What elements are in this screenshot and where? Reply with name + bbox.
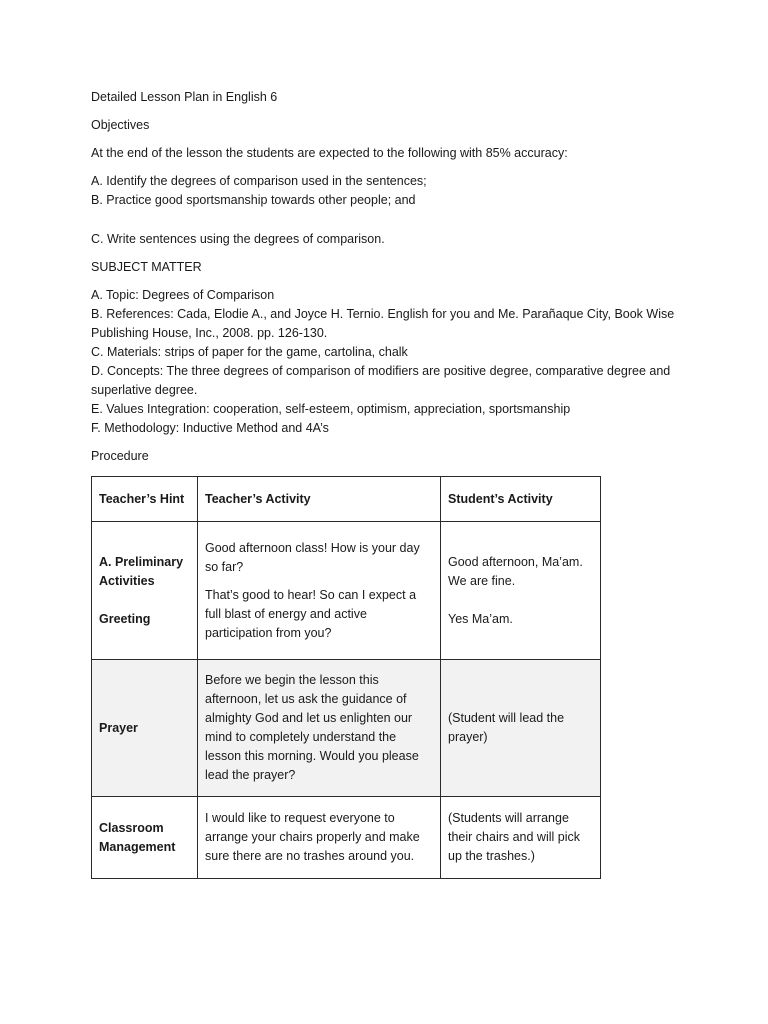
table-row xyxy=(92,660,601,797)
subject-item: D. Concepts: The three degrees of comparison of modifiers are positive degree, comparative degree and superlative degree. xyxy=(91,364,671,397)
student-activity-cell xyxy=(441,522,601,660)
objective-item: A. Identify the degrees of comparison used in the sentences; xyxy=(91,174,427,188)
subject-item: E. Values Integration: cooperation, self-esteem, optimism, appreciation, sportsmanship xyxy=(91,402,571,416)
table-header-row xyxy=(92,477,601,522)
subject-item: A. Topic: Degrees of Comparison xyxy=(91,288,275,302)
objective-item: C. Write sentences using the degrees of comparison. xyxy=(91,232,385,246)
teacher-activity-cell: I would like to request everyone to arrange your chairs properly and make sure there are no trashes around you. xyxy=(198,797,441,879)
document-page xyxy=(91,88,691,879)
document-title: Detailed Lesson Plan in English 6 xyxy=(91,90,278,104)
student-activity-text: Good afternoon, Ma’am. We are fine. xyxy=(448,554,583,588)
hint-text: A. Preliminary Activities xyxy=(99,554,184,588)
procedure-heading: Procedure xyxy=(91,449,149,463)
objectives-heading: Objectives xyxy=(91,118,150,132)
hint-cell: Classroom Management xyxy=(92,797,198,879)
teacher-activity-cell xyxy=(198,522,441,660)
objective-item: B. Practice good sportsmanship towards other people; and xyxy=(91,193,416,207)
hint-text: Greeting xyxy=(99,611,151,626)
objectives-list xyxy=(91,172,691,210)
procedure-table xyxy=(91,476,601,879)
hint-cell xyxy=(92,522,198,660)
header-teachers-activity: Teacher’s Activity xyxy=(198,477,441,522)
objectives-intro: At the end of the lesson the students are expected to the following with 85% accuracy: xyxy=(91,146,568,160)
hint-cell: Prayer xyxy=(92,660,198,797)
teacher-activity-text: Good afternoon class! How is your day so far? xyxy=(205,540,420,574)
student-activity-cell: (Student will lead the prayer) xyxy=(441,660,601,797)
subject-matter-list xyxy=(91,286,691,438)
subject-item: F. Methodology: Inductive Method and 4A’s xyxy=(91,421,329,435)
header-teachers-hint: Teacher’s Hint xyxy=(92,477,198,522)
teacher-activity-text: That’s good to hear! So can I expect a full blast of energy and active participation from you? xyxy=(205,587,417,640)
subject-matter-heading: SUBJECT MATTER xyxy=(91,260,202,274)
student-activity-cell: (Students will arrange their chairs and will pick up the trashes.) xyxy=(441,797,601,879)
header-students-activity: Student’s Activity xyxy=(441,477,601,522)
student-activity-text: Yes Ma’am. xyxy=(448,611,513,626)
table-row xyxy=(92,522,601,660)
teacher-activity-cell: Before we begin the lesson this afternoon, let us ask the guidance of almighty God and let us enlighten our mind to completely understand the lesson this morning. Would you please lead the prayer? xyxy=(198,660,441,797)
table-row xyxy=(92,797,601,879)
subject-item: C. Materials: strips of paper for the game, cartolina, chalk xyxy=(91,345,408,359)
subject-item: B. References: Cada, Elodie A., and Joyce H. Ternio. English for you and Me. Parañaque City, Book Wise Publishing House, Inc., 2008. pp. 126-130. xyxy=(91,307,675,340)
